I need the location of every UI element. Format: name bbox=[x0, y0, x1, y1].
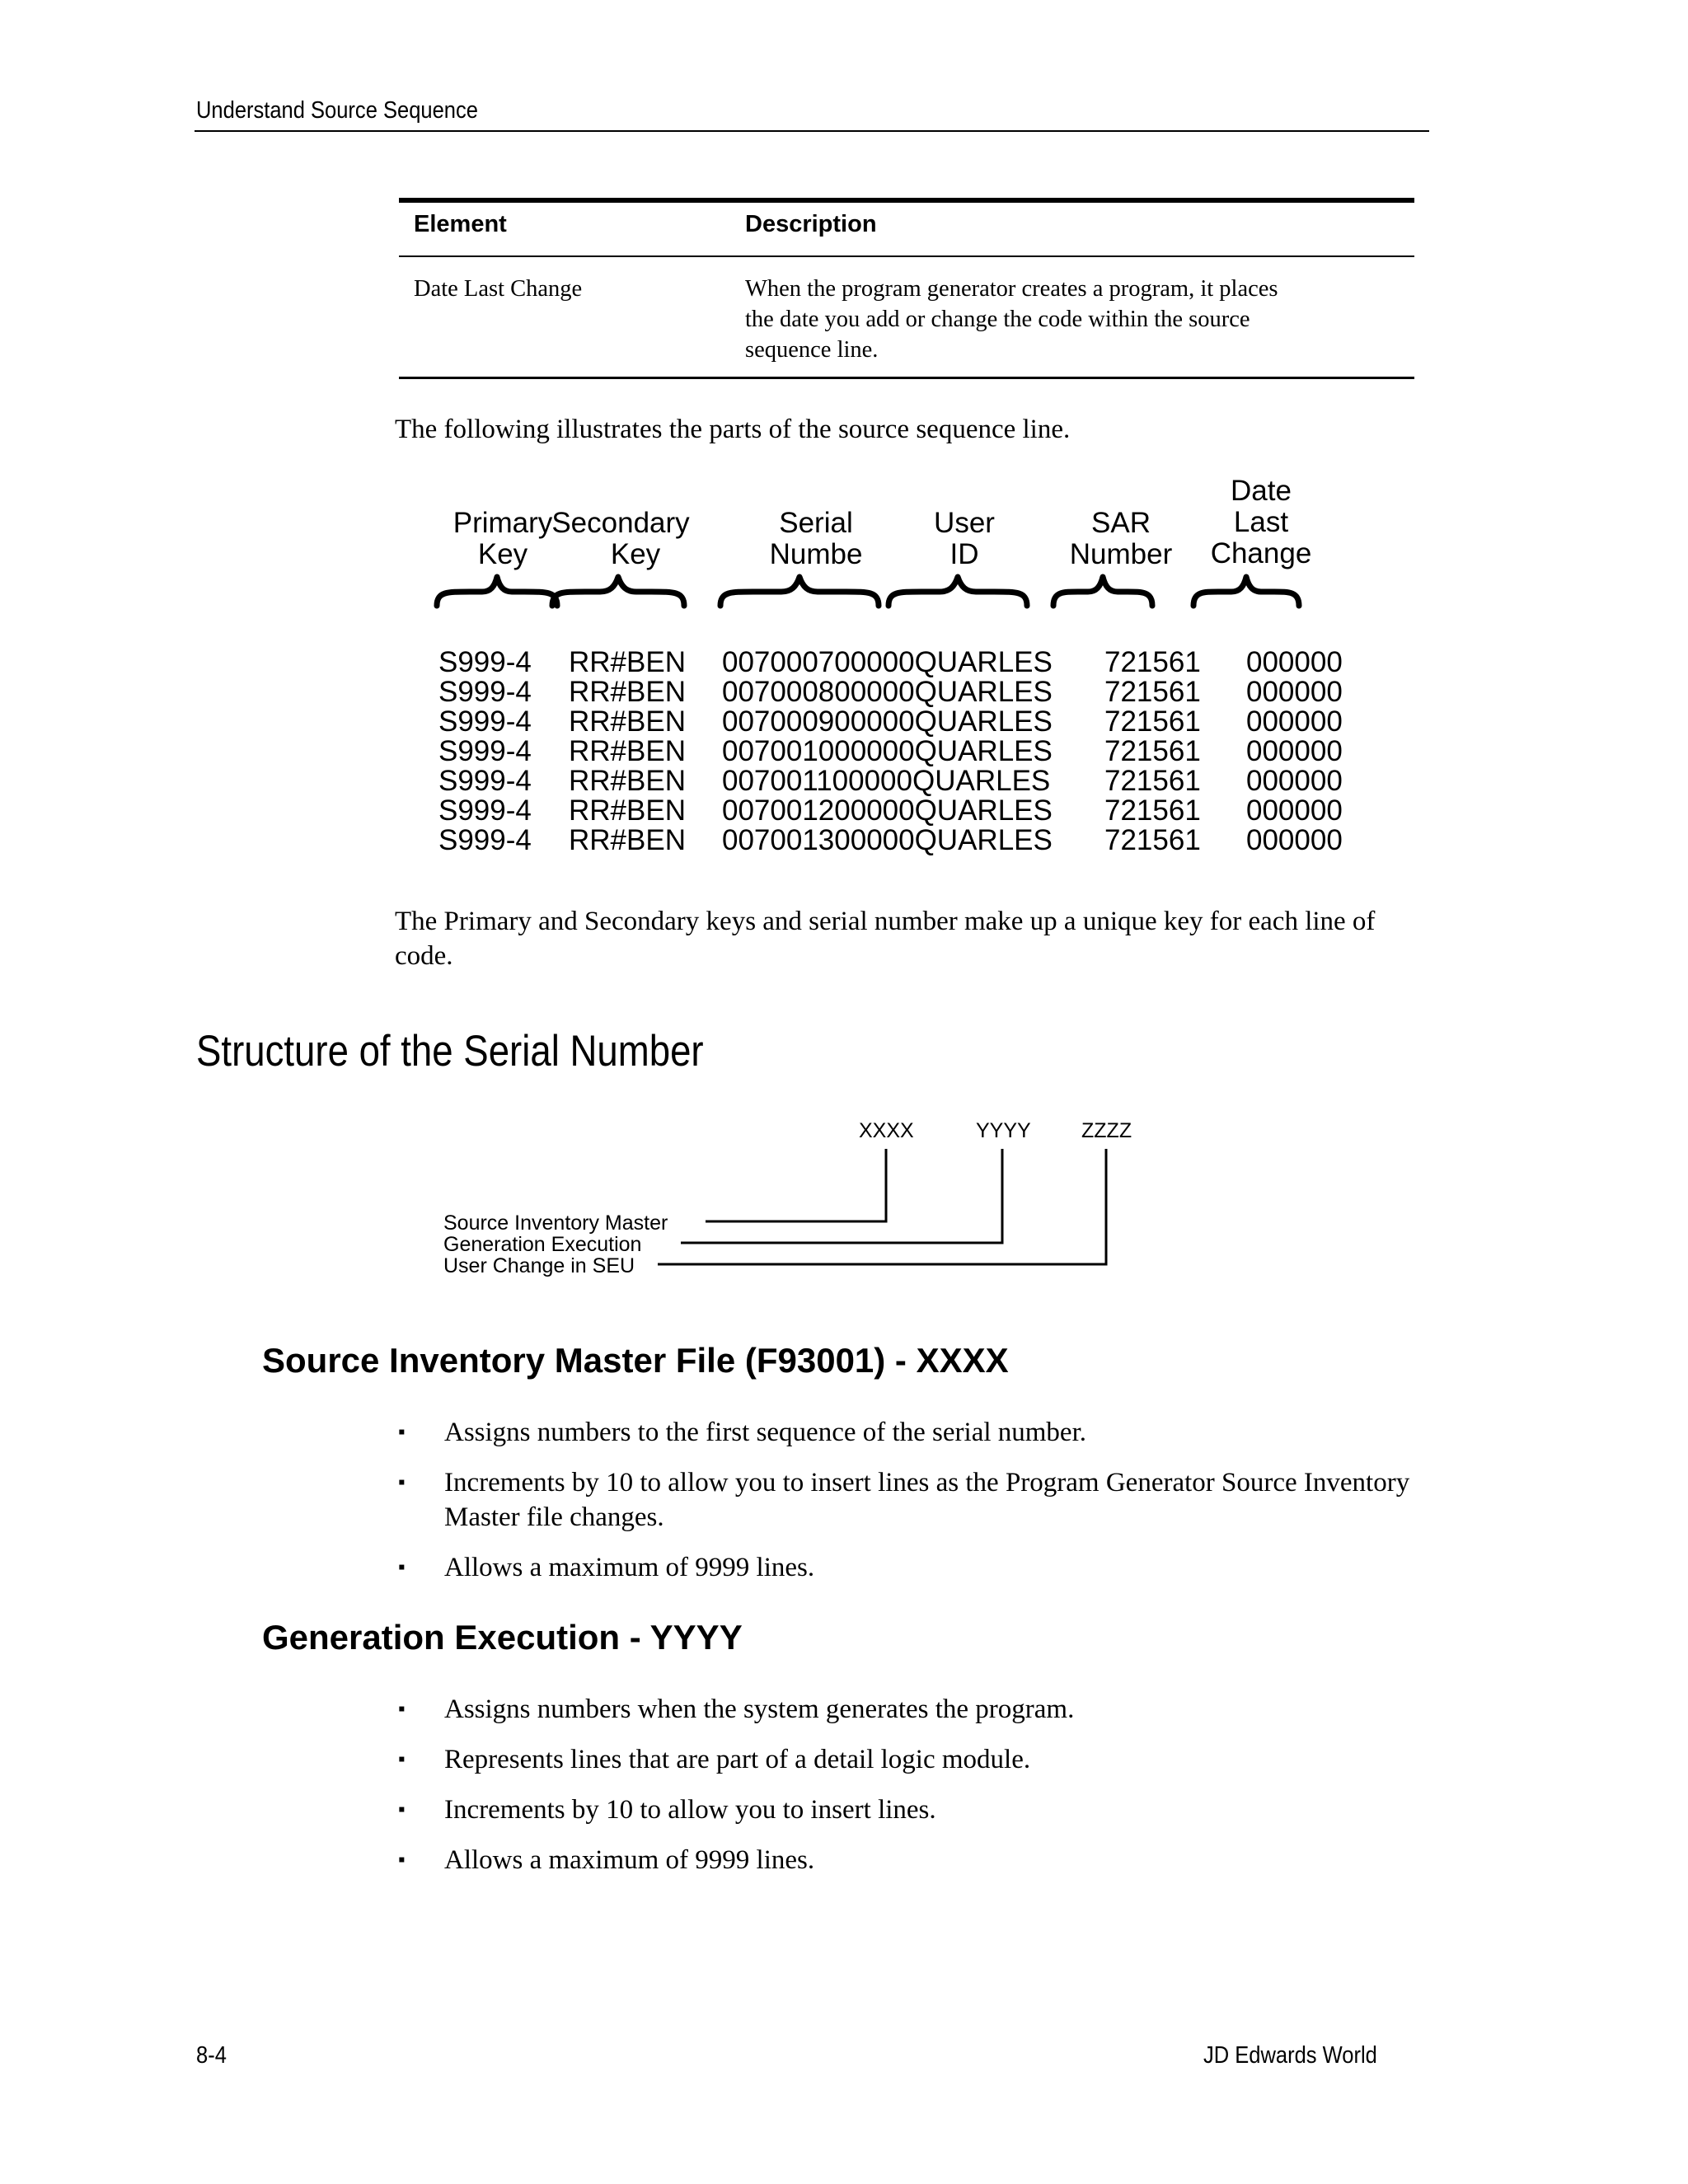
intro-paragraph: The following illustrates the parts of the source sequence line. bbox=[395, 415, 1071, 444]
seq-secondary-2: RR#BEN bbox=[569, 705, 686, 738]
header-rule bbox=[195, 130, 1429, 132]
bullet-icon: ▪ bbox=[398, 1849, 406, 1871]
connector-zzzz bbox=[658, 1149, 1106, 1264]
table-header-description: Description bbox=[745, 211, 877, 237]
seq-primary-5: S999-4 bbox=[438, 794, 532, 827]
seq-secondary-4: RR#BEN bbox=[569, 765, 686, 797]
seq-sar-5: 721561 bbox=[1104, 794, 1201, 827]
table-header-rule bbox=[399, 255, 1414, 257]
list-item: ▪ Allows a maximum of 9999 lines. bbox=[396, 1550, 1410, 1585]
serial-connector-lines bbox=[429, 1113, 1170, 1294]
description-line: the date you add or change the code within the source bbox=[745, 307, 1250, 332]
seq-secondary-5: RR#BEN bbox=[569, 794, 686, 827]
segment-yyyy: YYYY bbox=[976, 1119, 1031, 1142]
segment-xxxx: XXXX bbox=[859, 1119, 914, 1142]
page-number: 8-4 bbox=[196, 2042, 227, 2069]
seq-date-5: 000000 bbox=[1246, 794, 1343, 827]
list-item: ▪ Allows a maximum of 9999 lines. bbox=[396, 1843, 1410, 1877]
seq-secondary-6: RR#BEN bbox=[569, 824, 686, 856]
list-item: ▪ Increments by 10 to allow you to insert lines as the Program Generator Source Inventory Master file changes. bbox=[396, 1465, 1410, 1535]
label-date-last-change: Date Last Change bbox=[1210, 475, 1312, 569]
seq-serial-user-2: 007000900000QUARLES bbox=[722, 705, 1053, 738]
bullet-icon: ▪ bbox=[398, 1557, 406, 1578]
seq-primary-4: S999-4 bbox=[438, 765, 532, 797]
seq-serial-user-0: 007000700000QUARLES bbox=[722, 646, 1053, 678]
label-secondary-key: Secondary Key bbox=[551, 507, 690, 570]
seq-primary-6: S999-4 bbox=[438, 824, 532, 856]
seq-sar-2: 721561 bbox=[1104, 705, 1201, 738]
list-item: ▪ Increments by 10 to allow you to insert lines. bbox=[396, 1793, 1410, 1827]
seq-date-2: 000000 bbox=[1246, 705, 1343, 738]
legend-generation-execution: Generation Execution bbox=[443, 1233, 642, 1256]
seq-serial-user-6: 007001300000QUARLES bbox=[722, 824, 1053, 856]
segment-zzzz: ZZZZ bbox=[1081, 1119, 1132, 1142]
connector-yyyy bbox=[681, 1149, 1002, 1243]
seq-primary-0: S999-4 bbox=[438, 646, 532, 678]
seq-serial-user-5: 007001200000QUARLES bbox=[722, 794, 1053, 827]
seq-primary-1: S999-4 bbox=[438, 676, 532, 708]
bullet-icon: ▪ bbox=[398, 1699, 406, 1720]
bullet-list-generation-execution bbox=[396, 1692, 1410, 1893]
table-cell-element: Date Last Change bbox=[414, 276, 583, 302]
table-cell-description bbox=[745, 274, 1404, 365]
label-primary-key: Primary Key bbox=[452, 507, 553, 570]
subsection-title-source-inventory: Source Inventory Master File (F93001) - XXXX bbox=[262, 1341, 1009, 1380]
seq-date-3: 000000 bbox=[1246, 735, 1343, 767]
seq-secondary-3: RR#BEN bbox=[569, 735, 686, 767]
list-item: ▪ Represents lines that are part of a detail logic module. bbox=[396, 1742, 1410, 1777]
brace-date-last-change bbox=[1193, 577, 1299, 606]
brace-user-id bbox=[889, 577, 1027, 606]
unique-key-paragraph: The Primary and Secondary keys and serial number make up a unique key for each line of code. bbox=[395, 907, 1376, 971]
seq-sar-0: 721561 bbox=[1104, 646, 1201, 678]
running-header: Understand Source Sequence bbox=[196, 97, 478, 124]
bullet-list-source-inventory bbox=[396, 1415, 1410, 1601]
seq-serial-user-1: 007000800000QUARLES bbox=[722, 676, 1053, 708]
seq-sar-4: 721561 bbox=[1104, 765, 1201, 797]
brace-sar-number bbox=[1053, 577, 1152, 606]
seq-sar-6: 721561 bbox=[1104, 824, 1201, 856]
table-top-rule bbox=[399, 198, 1414, 203]
bullet-icon: ▪ bbox=[398, 1799, 406, 1821]
bullet-icon: ▪ bbox=[398, 1422, 406, 1443]
list-item: ▪ Assigns numbers to the first sequence of the serial number. bbox=[396, 1415, 1410, 1450]
label-sar-number: SAR Number bbox=[1069, 507, 1173, 570]
brace-primary-key bbox=[437, 577, 557, 606]
legend-source-inventory-master: Source Inventory Master bbox=[443, 1212, 668, 1235]
seq-sar-3: 721561 bbox=[1104, 735, 1201, 767]
subsection-title-generation-execution: Generation Execution - YYYY bbox=[262, 1618, 743, 1657]
source-sequence-diagram bbox=[412, 470, 1368, 865]
table-bottom-rule bbox=[399, 377, 1414, 379]
brace-secondary-key bbox=[552, 577, 684, 606]
brace-serial-number bbox=[720, 577, 879, 606]
serial-number-diagram bbox=[429, 1113, 1170, 1294]
description-line: sequence line. bbox=[745, 337, 879, 363]
seq-serial-user-3: 007001000000QUARLES bbox=[722, 735, 1053, 767]
legend-user-change-seu: User Change in SEU bbox=[443, 1254, 635, 1277]
seq-date-4: 000000 bbox=[1246, 765, 1343, 797]
seq-secondary-0: RR#BEN bbox=[569, 646, 686, 678]
bullet-icon: ▪ bbox=[398, 1472, 406, 1493]
seq-date-1: 000000 bbox=[1246, 676, 1343, 708]
seq-primary-2: S999-4 bbox=[438, 705, 532, 738]
label-serial-number: Serial Numbe bbox=[769, 507, 863, 570]
seq-serial-user-4: 007001100000QUARLES bbox=[722, 765, 1051, 797]
description-line: When the program generator creates a program, it places bbox=[745, 276, 1278, 302]
footer-brand: JD Edwards World bbox=[1203, 2042, 1377, 2069]
seq-date-6: 000000 bbox=[1246, 824, 1343, 856]
list-item: ▪ Assigns numbers when the system generates the program. bbox=[396, 1692, 1410, 1727]
seq-secondary-1: RR#BEN bbox=[569, 676, 686, 708]
bullet-icon: ▪ bbox=[398, 1749, 406, 1770]
connector-xxxx bbox=[706, 1149, 886, 1221]
seq-sar-1: 721561 bbox=[1104, 676, 1201, 708]
section-title: Structure of the Serial Number bbox=[196, 1027, 704, 1076]
seq-primary-3: S999-4 bbox=[438, 735, 532, 767]
label-user-id: User ID bbox=[934, 507, 995, 570]
seq-date-0: 000000 bbox=[1246, 646, 1343, 678]
table-header-element: Element bbox=[414, 211, 507, 237]
